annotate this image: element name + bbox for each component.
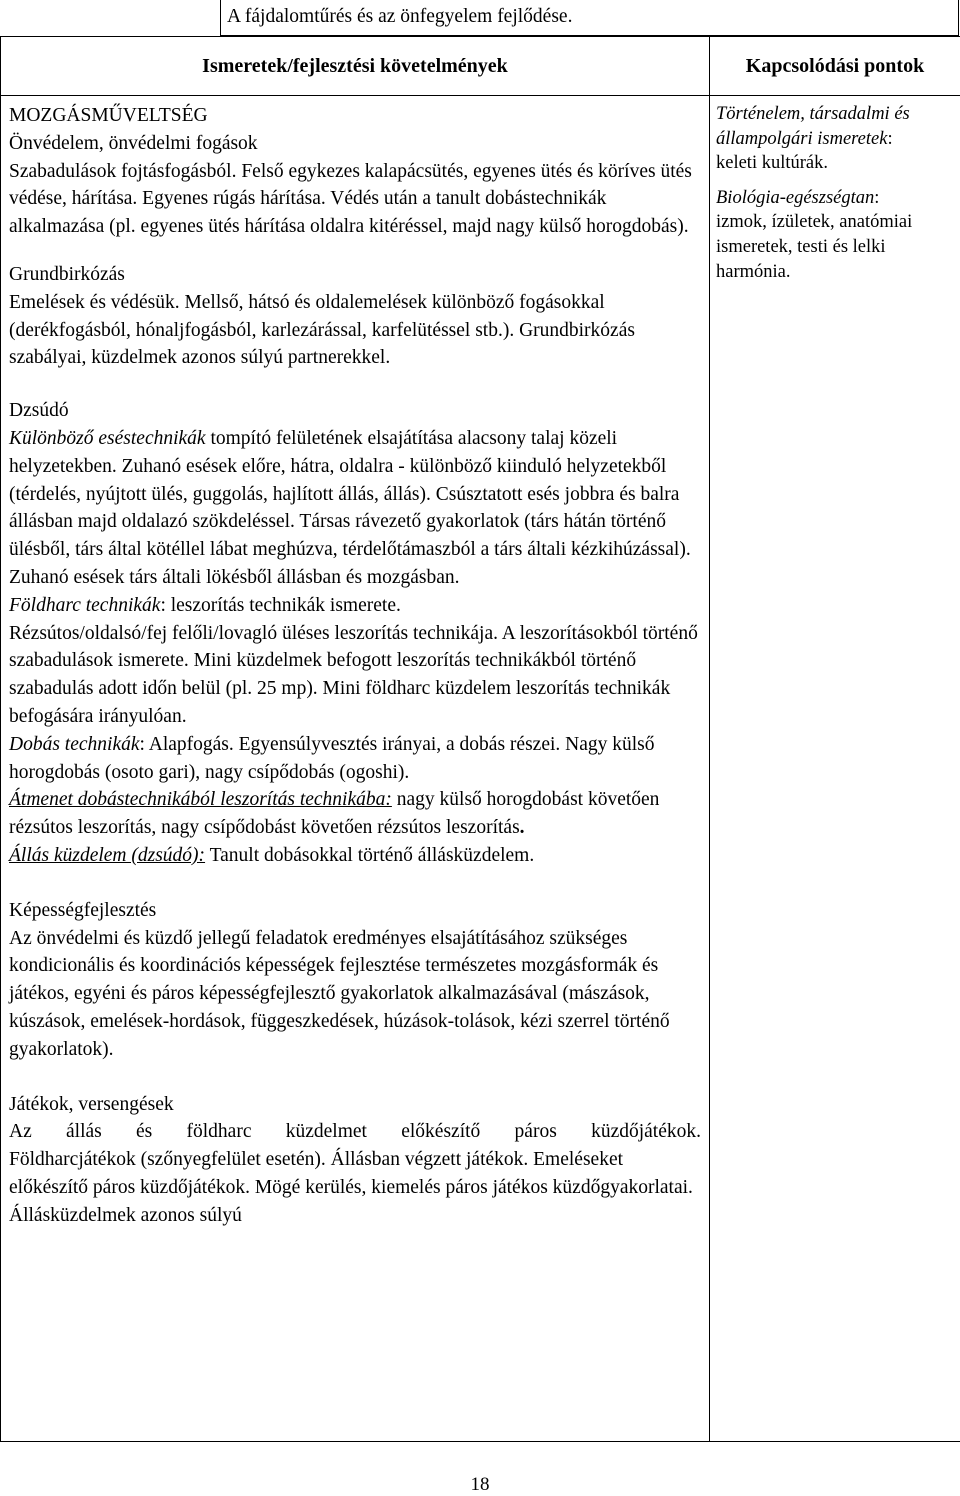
italic-underlined-label: Állás küzdelem (dzsúdó): <box>9 845 205 866</box>
italic-label: Dobás technikák <box>9 734 140 755</box>
paragraph <box>9 592 701 620</box>
section-kepessegfejlesztes <box>9 897 701 1064</box>
paragraph-text: : Alapfogás. Egyensúlyvesztés irányai, a dobás részei. Nagy külső horogdobás (osoto gari), nagy csípődobás (ogoshi). <box>9 734 655 783</box>
section-jatekok <box>9 1091 701 1230</box>
section-title: Játékok, versengések <box>9 1091 701 1119</box>
content-row <box>1 96 960 1442</box>
subject-label: Biológia-egészségtan <box>716 188 874 208</box>
header-row <box>1 37 960 96</box>
header-left: Ismeretek/fejlesztési követelmények <box>1 37 710 96</box>
paragraph-text: tompító felületének elsajátítása alacsony talaj közeli helyzetekben. Zuhanó esések előre, hátra, oldalra - különböző kiinduló helyzetekből (térdelés, nyújtott ülés, guggolás, hajlított állás, állás). Csúsztatott esés jobbra és balra állásban majd oldalazó szökdeléssel. Társas rávezető gyakorlatok (társ hátán történő ülésből, társ által kötéllel lábat meghúzva, térdelőtámaszból a társ általi kézkihúzással). Zuhanó esések társ általi lökésből állásban és mozgásban. <box>9 428 691 588</box>
section-grundbirkozas <box>9 261 701 372</box>
header-right: Kapcsolódási pontok <box>710 37 960 96</box>
section-mozgasmuveltseg <box>9 102 701 241</box>
section-text-first-line: Az állás és földharc küzdelmet előkészítő páros küzdőjátékok. <box>9 1118 701 1146</box>
paragraph <box>9 425 701 592</box>
italic-label: Földharc technikák <box>9 595 160 616</box>
connection-history: Történelem, társadalmi és állampolgári ismeretek: keleti kultúrák. <box>716 102 950 176</box>
section-dzsudo <box>9 397 701 870</box>
section-text: Az önvédelmi és küzdő jellegű feladatok eredményes elsajátításához szükséges kondicionális és koordinációs képességek fejlesztése természetes mozgásformák és játékos, egyéni és páros képességfejlesztő gyakorlatok alkalmazásával (mászások, kúszások, emelések-hordások, függeszkedések, húzások-tolások, kézi szerrel történő gyakorlatok). <box>9 925 701 1064</box>
paragraph <box>9 786 701 842</box>
section-title: Grundbirkózás <box>9 261 701 289</box>
paragraph-text: : leszorítás technikák ismerete. <box>160 595 400 616</box>
connection-biology: Biológia-egészségtan: izmok, ízületek, anatómiai ismeretek, testi és lelki harmónia. <box>716 186 950 284</box>
italic-label: Különböző eséstechnikák <box>9 428 206 449</box>
connection-text: keleti kultúrák. <box>716 153 828 173</box>
connections-cell <box>710 96 960 1442</box>
section-subtitle: Önvédelem, önvédelmi fogások <box>9 130 701 158</box>
requirements-cell <box>1 96 710 1442</box>
paragraph: Rézsútos/oldalsó/fej felőli/lovagló üléses leszorítás technikája. A leszorításokból történő szabadulások ismerete. Mini küzdelmek befogott leszorítás technikákból történő szabadulás adott időn belül (pl. 25 mp). Mini földharc küzdelem leszorítás technikák befogására irányulóan. <box>9 620 701 731</box>
connection-text: izmok, ízületek, anatómiai ismeretek, testi és lelki harmónia. <box>716 212 912 281</box>
italic-underlined-label: Átmenet dobástechnikából leszorítás technikába: <box>9 789 392 810</box>
top-cell-text: A fájdalomtűrés és az önfegyelem fejlődése. <box>220 0 959 36</box>
section-title: MOZGÁSMŰVELTSÉG <box>9 102 701 130</box>
page-number: 18 <box>0 1474 960 1496</box>
paragraph-text: Tanult dobásokkal történő állásküzdelem. <box>205 845 534 866</box>
section-text: Emelések és védésük. Mellső, hátsó és oldalemelések különböző fogásokkal (derékfogásból, hónaljfogásból, karlezárással, karfelütéssel stb.). Grundbirkózás szabályai, küzdelmek azonos súlyú partnerekkel. <box>9 289 701 372</box>
paragraph-text: nagy külső horogdobást követően rézsútos leszorítás, nagy csípődobást követően rézsútos leszorítás <box>9 789 659 838</box>
section-text: Szabadulások fojtásfogásból. Felső egykezes kalapácsütés, egyenes ütés és köríves ütés védése, hárítása. Egyenes rúgás hárítása. Védés után a tanult dobástechnikák alkalmazása (pl. egyenes ütés hárítása oldalra kitéréssel, majd nagy külső horogdobás). <box>9 158 701 241</box>
curriculum-table <box>0 36 960 1442</box>
section-title: Dzsúdó <box>9 397 701 425</box>
paragraph-end: . <box>520 817 525 838</box>
section-text: Földharcjátékok (szőnyegfelület esetén). Állásban végzett játékok. Emeléseket előkészítő páros küzdőjátékok. Mögé kerülés, kiemelés páros játékos küzdőgyakorlatai. Állásküzdelmek azonos súlyú <box>9 1146 701 1229</box>
section-title: Képességfejlesztés <box>9 897 701 925</box>
paragraph <box>9 731 701 787</box>
paragraph <box>9 842 701 870</box>
subject-label: Történelem, társadalmi és állampolgári ismeretek <box>716 104 910 149</box>
